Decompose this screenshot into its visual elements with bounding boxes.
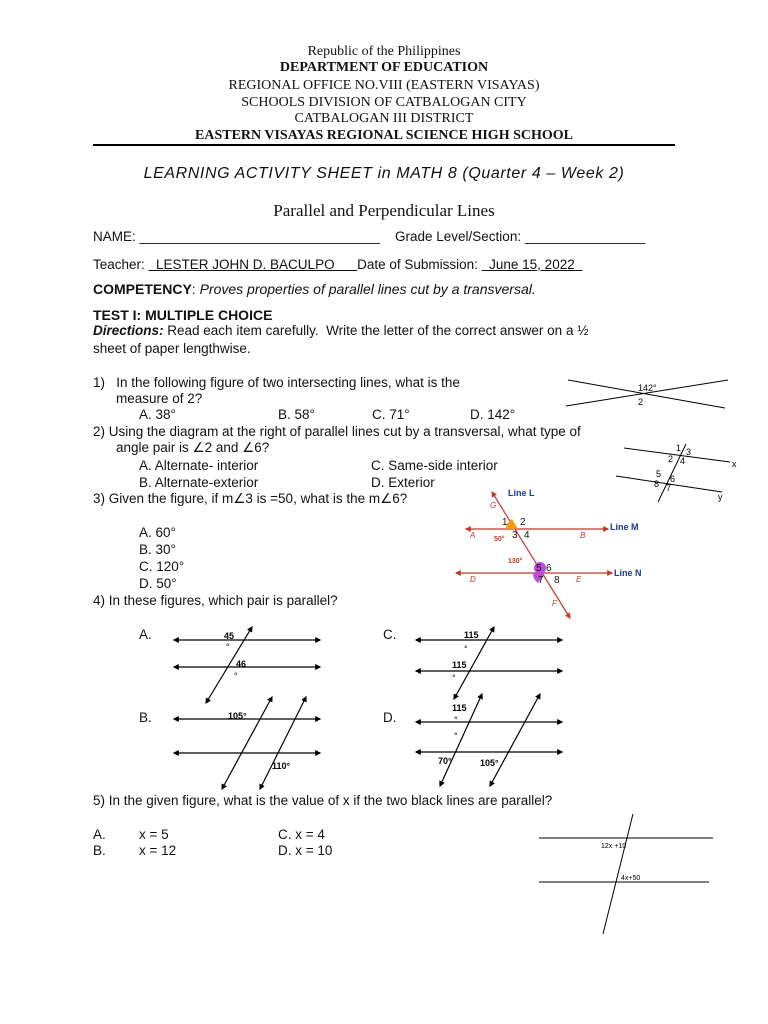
q2-choice-d: D. Exterior xyxy=(371,475,435,490)
q4-option-d: D. xyxy=(383,710,397,725)
q4d-angle-top: 115 xyxy=(452,703,467,713)
name-field: NAME: ________________________________ xyxy=(93,229,380,244)
q4c-degree-bottom: ° xyxy=(452,673,456,683)
q4c-angle-bottom: 115 xyxy=(452,660,467,670)
q2-choice-b: B. Alternate-exterior xyxy=(139,475,259,490)
q2-stem-line1: 2) Using the diagram at the right of parallel lines cut by a transversal, what type of xyxy=(93,424,581,439)
q3-line-n-label: Line N xyxy=(614,568,642,578)
page-subtitle: Parallel and Perpendicular Lines xyxy=(273,201,495,220)
competency-text: Proves properties of parallel lines cut by a transversal. xyxy=(199,281,536,297)
q1-choice-c: C. 71° xyxy=(372,407,410,422)
q4a-angle-bottom: 46 xyxy=(236,659,247,669)
q4-figure-d xyxy=(410,690,570,790)
teacher-field xyxy=(93,257,582,273)
directions-line2: sheet of paper lengthwise. xyxy=(93,341,251,356)
q2-angle-2: 2 xyxy=(668,454,674,464)
q3-point-f: F xyxy=(552,599,557,608)
q3-point-d: D xyxy=(470,575,476,584)
q1-figure xyxy=(560,374,730,414)
q4a-degree-bottom: ° xyxy=(234,671,238,681)
q3-line-l-label: Line L xyxy=(508,488,535,498)
q5-choice-a-letter: A. xyxy=(93,827,106,842)
competency: COMPETENCY: Proves properties of parallel lines cut by a transversal. xyxy=(93,281,536,297)
q4d-transversal-right xyxy=(490,694,540,786)
page-title: LEARNING ACTIVITY SHEET in MATH 8 (Quarter 4 – Week 2) xyxy=(143,165,625,182)
q3-angle-7: 7 xyxy=(538,575,544,586)
q2-choice-c: C. Same-side interior xyxy=(371,458,498,473)
q5-figure xyxy=(535,812,720,937)
q4d-angle-left: 70° xyxy=(438,756,452,766)
teacher-label: Teacher: xyxy=(93,257,149,272)
q4-figure-b xyxy=(168,693,328,793)
q3-angle-8: 8 xyxy=(554,575,560,586)
q3-angle-6: 6 xyxy=(546,563,552,574)
grade-section-field: Grade Level/Section: ________________ xyxy=(395,229,645,244)
directions-line1 xyxy=(93,323,588,339)
q3-angle-5: 5 xyxy=(536,563,542,574)
q3-choice-c: C. 120° xyxy=(139,559,185,574)
header-department: DEPARTMENT OF EDUCATION xyxy=(279,60,489,75)
q2-angle-4: 4 xyxy=(680,456,686,466)
q3-angle-130-label: 130° xyxy=(508,558,523,565)
q3-point-b: B xyxy=(580,531,586,540)
q2-line-x-label: x xyxy=(732,459,737,469)
date-label: Date of Submission: xyxy=(357,257,482,272)
q4b-transversal-right xyxy=(260,697,306,789)
q1-choice-b: B. 58° xyxy=(278,407,315,422)
q4-stem: 4) In these figures, which pair is parallel? xyxy=(93,593,338,608)
q2-angle-8: 8 xyxy=(654,479,660,489)
directions-label: Directions: xyxy=(93,323,164,338)
q3-angle-3-highlight xyxy=(506,519,518,529)
q1-choice-a: A. 38° xyxy=(139,407,176,422)
q4-option-b: B. xyxy=(139,710,152,725)
q1-angle-label: 142° xyxy=(638,383,657,393)
q3-angle-2: 2 xyxy=(520,517,526,528)
header-republic: Republic of the Philippines xyxy=(307,44,461,59)
q4b-angle-bottom: 110° xyxy=(272,761,291,771)
q4c-angle-top: 115 xyxy=(464,630,479,640)
header-rule xyxy=(93,144,675,146)
q5-choice-b-letter: B. xyxy=(93,843,106,858)
q5-choice-c: C. x = 4 xyxy=(278,827,325,842)
q2-angle-7: 7 xyxy=(666,483,672,493)
q4a-degree-top: ° xyxy=(226,642,230,652)
header-division: SCHOOLS DIVISION OF CATBALOGAN CITY xyxy=(241,95,527,110)
q2-stem-line2: angle pair is ∠2 and ∠6? xyxy=(116,440,270,455)
teacher-value: LESTER JOHN D. BACULPO xyxy=(148,257,358,272)
q2-line-y-label: y xyxy=(718,492,723,502)
q3-choice-d: D. 50° xyxy=(139,576,177,591)
q3-angle-3: 3 xyxy=(512,530,518,541)
q1-choice-d: D. 142° xyxy=(470,407,516,422)
q4d-angle-right: 105° xyxy=(480,758,499,768)
q3-choice-a: A. 60° xyxy=(139,525,176,540)
q4a-angle-top: 45 xyxy=(224,631,235,641)
q3-angle-50-label: 50° xyxy=(494,536,505,543)
q3-line-l xyxy=(492,492,570,618)
q5-transversal xyxy=(603,814,633,934)
q3-point-g: G xyxy=(490,501,497,510)
q5-angle-top: 12x +10 xyxy=(601,843,627,850)
q2-angle-5: 5 xyxy=(656,469,662,479)
test-title: TEST I: MULTIPLE CHOICE xyxy=(93,307,273,323)
competency-label: COMPETENCY xyxy=(93,281,192,297)
q3-figure xyxy=(448,482,663,624)
q5-choice-a: x = 5 xyxy=(139,827,169,842)
q3-angle-1: 1 xyxy=(502,517,508,528)
q4-option-c: C. xyxy=(383,627,397,642)
q3-angle-4: 4 xyxy=(524,530,530,541)
q5-stem: 5) In the given figure, what is the value of x if the two black lines are parallel? xyxy=(93,793,553,808)
header-region: REGIONAL OFFICE NO.VIII (EASTERN VISAYAS) xyxy=(228,78,540,93)
q3-stem: 3) Given the figure, if m∠3 is =50, what is the m∠6? xyxy=(93,491,408,506)
q2-angle-6: 6 xyxy=(670,474,676,484)
q1-stem-line2: measure of 2? xyxy=(116,391,203,406)
q4b-angle-top: 105° xyxy=(228,711,247,721)
q3-point-a: A xyxy=(470,531,476,540)
q2-choice-a: A. Alternate- interior xyxy=(139,458,259,473)
q4-option-a: A. xyxy=(139,627,152,642)
q4d-degree-mid: ° xyxy=(454,731,458,741)
date-value: June 15, 2022 xyxy=(481,257,583,272)
q1-stem-line1: 1) In the following figure of two intersecting lines, what is the xyxy=(93,375,460,390)
q1-angle-2-label: 2 xyxy=(638,397,644,407)
q4c-degree-top: ° xyxy=(464,644,468,654)
q3-choice-b: B. 30° xyxy=(139,542,176,557)
header-district: CATBALOGAN III DISTRICT xyxy=(294,111,474,126)
q2-angle-3: 3 xyxy=(686,447,692,457)
q4d-degree-top: ° xyxy=(454,715,458,725)
q3-line-m-label: Line M xyxy=(610,522,639,532)
header-school: EASTERN VISAYAS REGIONAL SCIENCE HIGH SCHOOL xyxy=(195,128,573,143)
q2-angle-1: 1 xyxy=(676,443,682,453)
q5-angle-bottom: 4x+50 xyxy=(621,875,641,882)
directions-text: Read each item carefully. Write the letter of the correct answer on a ½ xyxy=(163,323,589,338)
q5-choice-d: D. x = 10 xyxy=(278,843,333,858)
q5-choice-b: x = 12 xyxy=(139,843,177,858)
q3-point-e: E xyxy=(576,575,582,584)
